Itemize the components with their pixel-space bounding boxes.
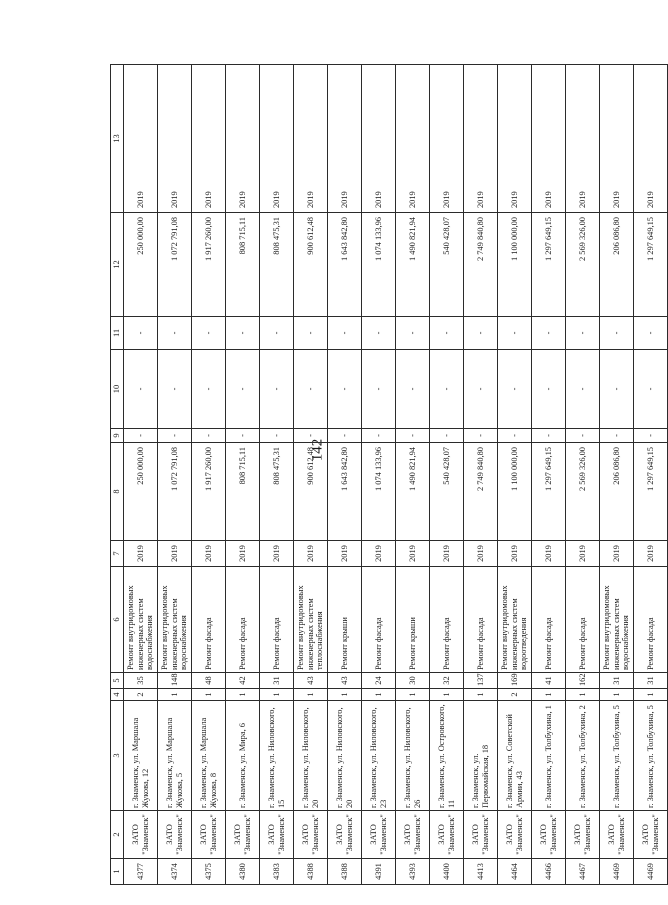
municipality-cell: ЗАТО "Знаменск" bbox=[362, 811, 396, 859]
cost-cell: 2 569 326,00 bbox=[566, 443, 600, 541]
value-cell: - bbox=[532, 317, 566, 350]
address-cell: г. Знаменск, ул. Островского, 11 bbox=[430, 701, 464, 811]
address-cell: г. Знаменск, ул. Ниловского, 26 bbox=[396, 701, 430, 811]
row-id-cell: 4393 bbox=[396, 859, 430, 885]
year-cell: 2019 bbox=[600, 541, 634, 567]
page-number: 142 bbox=[309, 438, 326, 462]
address-cell: г. Знаменск, ул. Первомайская, 18 bbox=[464, 701, 498, 811]
municipality-cell: ЗАТО "Знаменск" bbox=[464, 811, 498, 859]
value-cell: 162 bbox=[566, 673, 600, 689]
end-year-cell: 2019 bbox=[634, 65, 668, 213]
value-cell: - bbox=[260, 317, 294, 350]
table-body bbox=[124, 65, 668, 885]
column-number: 7 bbox=[111, 541, 124, 567]
work-type-cell: Ремонт внутридомовых инженерных систем теплоснабжения bbox=[294, 567, 328, 673]
value-cell: 169 bbox=[498, 673, 532, 689]
value-cell: - bbox=[532, 350, 566, 429]
cost-cell: 808 715,11 bbox=[226, 443, 260, 541]
address-cell: г. Знаменск, ул. Толбухина, 2 bbox=[566, 701, 600, 811]
total-cell: 1 917 260,00 bbox=[192, 213, 226, 317]
cost-cell: 1 917 260,00 bbox=[192, 443, 226, 541]
value-cell: - bbox=[600, 350, 634, 429]
year-cell: 2019 bbox=[634, 541, 668, 567]
cost-cell: 1 490 821,94 bbox=[396, 443, 430, 541]
cost-cell: 1 643 842,80 bbox=[328, 443, 362, 541]
value-cell: - bbox=[124, 317, 158, 350]
end-year-cell: 2019 bbox=[294, 65, 328, 213]
value-cell: 32 bbox=[430, 673, 464, 689]
cost-cell: 808 475,31 bbox=[260, 443, 294, 541]
value-cell: - bbox=[498, 350, 532, 429]
total-cell: 2 569 326,00 bbox=[566, 213, 600, 317]
value-cell: - bbox=[430, 317, 464, 350]
value-cell: 1 bbox=[260, 689, 294, 701]
table-row bbox=[158, 65, 192, 885]
address-cell: г. Знаменск, ул. Толбухина, 5 bbox=[634, 701, 668, 811]
value-cell: - bbox=[328, 429, 362, 443]
value-cell: 35 bbox=[124, 673, 158, 689]
value-cell: - bbox=[294, 429, 328, 443]
row-id-cell: 4388 bbox=[294, 859, 328, 885]
total-cell: 1 297 649,15 bbox=[634, 213, 668, 317]
value-cell: - bbox=[600, 429, 634, 443]
value-cell: - bbox=[464, 317, 498, 350]
value-cell: 1 bbox=[566, 689, 600, 701]
row-id-cell: 4377 bbox=[124, 859, 158, 885]
value-cell: - bbox=[362, 350, 396, 429]
municipality-cell: ЗАТО "Знаменск" bbox=[294, 811, 328, 859]
total-cell: 1 100 000,00 bbox=[498, 213, 532, 317]
total-cell: 900 612,48 bbox=[294, 213, 328, 317]
table-row bbox=[362, 65, 396, 885]
work-type-cell: Ремонт крыши bbox=[396, 567, 430, 673]
value-cell: - bbox=[192, 350, 226, 429]
year-cell: 2019 bbox=[226, 541, 260, 567]
value-cell: 2 bbox=[124, 689, 158, 701]
address-cell: г. Знаменск, ул. Советской Армии, 43 bbox=[498, 701, 532, 811]
value-cell: 1 bbox=[192, 689, 226, 701]
total-cell: 1 643 842,80 bbox=[328, 213, 362, 317]
total-cell: 1 072 791,08 bbox=[158, 213, 192, 317]
column-number: 12 bbox=[111, 213, 124, 317]
year-cell: 2019 bbox=[532, 541, 566, 567]
value-cell: 1 bbox=[600, 689, 634, 701]
value-cell: - bbox=[362, 429, 396, 443]
row-id-cell: 4467 bbox=[566, 859, 600, 885]
total-cell: 540 428,07 bbox=[430, 213, 464, 317]
row-id-cell: 4383 bbox=[260, 859, 294, 885]
value-cell: - bbox=[430, 429, 464, 443]
value-cell: - bbox=[498, 317, 532, 350]
value-cell: 1 bbox=[532, 689, 566, 701]
work-type-cell: Ремонт внутридомовых инженерных систем водоснабжения bbox=[600, 567, 634, 673]
value-cell: - bbox=[158, 317, 192, 350]
work-type-cell: Ремонт внутридомовых инженерных систем водоотведения bbox=[498, 567, 532, 673]
value-cell: - bbox=[124, 429, 158, 443]
value-cell: 48 bbox=[192, 673, 226, 689]
end-year-cell: 2019 bbox=[396, 65, 430, 213]
year-cell: 2019 bbox=[362, 541, 396, 567]
value-cell: - bbox=[226, 317, 260, 350]
municipality-cell: ЗАТО "Знаменск" bbox=[226, 811, 260, 859]
value-cell: - bbox=[158, 429, 192, 443]
end-year-cell: 2019 bbox=[566, 65, 600, 213]
column-number: 1 bbox=[111, 859, 124, 885]
row-id-cell: 4391 bbox=[362, 859, 396, 885]
value-cell: 1 bbox=[226, 689, 260, 701]
row-id-cell: 4466 bbox=[532, 859, 566, 885]
municipality-cell: ЗАТО "Знаменск" bbox=[566, 811, 600, 859]
end-year-cell: 2019 bbox=[430, 65, 464, 213]
value-cell: - bbox=[430, 350, 464, 429]
address-cell: г. Знаменск, ул. Ниловского, 20 bbox=[294, 701, 328, 811]
value-cell: - bbox=[498, 429, 532, 443]
year-cell: 2019 bbox=[566, 541, 600, 567]
work-type-cell: Ремонт фасада bbox=[430, 567, 464, 673]
value-cell: - bbox=[260, 350, 294, 429]
end-year-cell: 2019 bbox=[362, 65, 396, 213]
value-cell: 148 bbox=[158, 673, 192, 689]
value-cell: 1 bbox=[634, 689, 668, 701]
year-cell: 2019 bbox=[294, 541, 328, 567]
value-cell: 41 bbox=[532, 673, 566, 689]
value-cell: 31 bbox=[260, 673, 294, 689]
end-year-cell: 2019 bbox=[192, 65, 226, 213]
end-year-cell: 2019 bbox=[226, 65, 260, 213]
value-cell: 31 bbox=[600, 673, 634, 689]
work-type-cell: Ремонт фасада bbox=[634, 567, 668, 673]
cost-cell: 540 428,07 bbox=[430, 443, 464, 541]
municipality-cell: ЗАТО "Знаменск" bbox=[328, 811, 362, 859]
value-cell: 24 bbox=[362, 673, 396, 689]
table-row bbox=[192, 65, 226, 885]
municipality-cell: ЗАТО "Знаменск" bbox=[498, 811, 532, 859]
municipality-cell: ЗАТО "Знаменск" bbox=[634, 811, 668, 859]
repair-program-table bbox=[110, 64, 668, 885]
municipality-cell: ЗАТО "Знаменск" bbox=[396, 811, 430, 859]
end-year-cell: 2019 bbox=[532, 65, 566, 213]
value-cell: - bbox=[192, 317, 226, 350]
value-cell: 137 bbox=[464, 673, 498, 689]
value-cell: 1 bbox=[464, 689, 498, 701]
table-row bbox=[226, 65, 260, 885]
value-cell: 2 bbox=[498, 689, 532, 701]
value-cell: 30 bbox=[396, 673, 430, 689]
column-number: 4 bbox=[111, 689, 124, 701]
value-cell: - bbox=[464, 429, 498, 443]
end-year-cell: 2019 bbox=[498, 65, 532, 213]
address-cell: г. Знаменск, ул. Маршала Жукова, 5 bbox=[158, 701, 192, 811]
year-cell: 2019 bbox=[192, 541, 226, 567]
table-row bbox=[464, 65, 498, 885]
column-number: 8 bbox=[111, 443, 124, 541]
year-cell: 2019 bbox=[498, 541, 532, 567]
row-id-cell: 4388 bbox=[328, 859, 362, 885]
value-cell: 1 bbox=[294, 689, 328, 701]
value-cell: - bbox=[566, 317, 600, 350]
value-cell: - bbox=[226, 350, 260, 429]
value-cell: - bbox=[634, 429, 668, 443]
column-number: 13 bbox=[111, 65, 124, 213]
value-cell: 1 bbox=[158, 689, 192, 701]
column-number-row bbox=[111, 65, 124, 885]
value-cell: - bbox=[328, 317, 362, 350]
table-row bbox=[498, 65, 532, 885]
end-year-cell: 2019 bbox=[464, 65, 498, 213]
value-cell: - bbox=[634, 317, 668, 350]
table-row bbox=[260, 65, 294, 885]
cost-cell: 1 072 791,08 bbox=[158, 443, 192, 541]
value-cell: 43 bbox=[294, 673, 328, 689]
cost-cell: 2 749 840,80 bbox=[464, 443, 498, 541]
municipality-cell: ЗАТО "Знаменск" bbox=[430, 811, 464, 859]
address-cell: г. Знаменск, ул. Толбухина, 5 bbox=[600, 701, 634, 811]
value-cell: - bbox=[464, 350, 498, 429]
work-type-cell: Ремонт крыши bbox=[328, 567, 362, 673]
row-id-cell: 4469 bbox=[634, 859, 668, 885]
column-number: 3 bbox=[111, 701, 124, 811]
municipality-cell: ЗАТО "Знаменск" bbox=[158, 811, 192, 859]
table-row bbox=[634, 65, 668, 885]
work-type-cell: Ремонт фасада bbox=[566, 567, 600, 673]
value-cell: - bbox=[294, 350, 328, 429]
year-cell: 2019 bbox=[158, 541, 192, 567]
cost-cell: 1 100 000,00 bbox=[498, 443, 532, 541]
year-cell: 2019 bbox=[328, 541, 362, 567]
address-cell: г. Знаменск, ул. Мира, 6 bbox=[226, 701, 260, 811]
value-cell: 43 bbox=[328, 673, 362, 689]
value-cell: 1 bbox=[396, 689, 430, 701]
value-cell: - bbox=[260, 429, 294, 443]
end-year-cell: 2019 bbox=[124, 65, 158, 213]
year-cell: 2019 bbox=[260, 541, 294, 567]
column-number: 10 bbox=[111, 350, 124, 429]
table-row bbox=[430, 65, 464, 885]
cost-cell: 250 000,00 bbox=[124, 443, 158, 541]
value-cell: - bbox=[124, 350, 158, 429]
work-type-cell: Ремонт фасада bbox=[464, 567, 498, 673]
value-cell: - bbox=[158, 350, 192, 429]
municipality-cell: ЗАТО "Знаменск" bbox=[260, 811, 294, 859]
table-row bbox=[396, 65, 430, 885]
table-row bbox=[566, 65, 600, 885]
cost-cell: 1 074 133,96 bbox=[362, 443, 396, 541]
value-cell: 31 bbox=[634, 673, 668, 689]
year-cell: 2019 bbox=[396, 541, 430, 567]
end-year-cell: 2019 bbox=[260, 65, 294, 213]
value-cell: - bbox=[328, 350, 362, 429]
end-year-cell: 2019 bbox=[158, 65, 192, 213]
row-id-cell: 4380 bbox=[226, 859, 260, 885]
value-cell: 1 bbox=[328, 689, 362, 701]
row-id-cell: 4413 bbox=[464, 859, 498, 885]
municipality-cell: ЗАТО "Знаменск" bbox=[600, 811, 634, 859]
value-cell: - bbox=[396, 350, 430, 429]
rotated-table-container bbox=[110, 65, 660, 885]
value-cell: - bbox=[566, 350, 600, 429]
work-type-cell: Ремонт внутридомовых инженерных систем водоснабжения bbox=[124, 567, 158, 673]
total-cell: 808 715,11 bbox=[226, 213, 260, 317]
municipality-cell: ЗАТО "Знаменск" bbox=[532, 811, 566, 859]
cost-cell: 206 086,80 bbox=[600, 443, 634, 541]
year-cell: 2019 bbox=[430, 541, 464, 567]
column-number: 2 bbox=[111, 811, 124, 859]
work-type-cell: Ремонт фасада bbox=[260, 567, 294, 673]
total-cell: 1 297 649,15 bbox=[532, 213, 566, 317]
total-cell: 808 475,31 bbox=[260, 213, 294, 317]
value-cell: 1 bbox=[362, 689, 396, 701]
row-id-cell: 4464 bbox=[498, 859, 532, 885]
work-type-cell: Ремонт фасада bbox=[192, 567, 226, 673]
cost-cell: 1 297 649,15 bbox=[532, 443, 566, 541]
table-row bbox=[328, 65, 362, 885]
value-cell: - bbox=[600, 317, 634, 350]
row-id-cell: 4400 bbox=[430, 859, 464, 885]
column-number: 6 bbox=[111, 567, 124, 673]
address-cell: г. Знаменск, ул. Ниловского, 23 bbox=[362, 701, 396, 811]
total-cell: 206 086,80 bbox=[600, 213, 634, 317]
work-type-cell: Ремонт фасада bbox=[226, 567, 260, 673]
value-cell: 1 bbox=[430, 689, 464, 701]
municipality-cell: ЗАТО "Знаменск" bbox=[124, 811, 158, 859]
total-cell: 1 074 133,96 bbox=[362, 213, 396, 317]
year-cell: 2019 bbox=[464, 541, 498, 567]
row-id-cell: 4469 bbox=[600, 859, 634, 885]
column-number: 9 bbox=[111, 429, 124, 443]
total-cell: 1 490 821,94 bbox=[396, 213, 430, 317]
row-id-cell: 4374 bbox=[158, 859, 192, 885]
address-cell: г. Знаменск, ул. Толбухина, 1 bbox=[532, 701, 566, 811]
municipality-cell: ЗАТО "Знаменск" bbox=[192, 811, 226, 859]
address-cell: г. Знаменск, ул. Маршала Жукова, 8 bbox=[192, 701, 226, 811]
value-cell: - bbox=[362, 317, 396, 350]
value-cell: - bbox=[396, 429, 430, 443]
cost-cell: 900 612,48 bbox=[294, 443, 328, 541]
value-cell: 42 bbox=[226, 673, 260, 689]
value-cell: - bbox=[396, 317, 430, 350]
year-cell: 2019 bbox=[124, 541, 158, 567]
column-number: 5 bbox=[111, 673, 124, 689]
column-number: 11 bbox=[111, 317, 124, 350]
work-type-cell: Ремонт фасада bbox=[532, 567, 566, 673]
work-type-cell: Ремонт внутридомовых инженерных систем водоснабжения bbox=[158, 567, 192, 673]
value-cell: - bbox=[226, 429, 260, 443]
row-id-cell: 4375 bbox=[192, 859, 226, 885]
end-year-cell: 2019 bbox=[600, 65, 634, 213]
address-cell: г. Знаменск, ул. Ниловского, 20 bbox=[328, 701, 362, 811]
table-row bbox=[124, 65, 158, 885]
value-cell: - bbox=[532, 429, 566, 443]
value-cell: - bbox=[294, 317, 328, 350]
table-row bbox=[600, 65, 634, 885]
value-cell: - bbox=[634, 350, 668, 429]
total-cell: 250 000,00 bbox=[124, 213, 158, 317]
end-year-cell: 2019 bbox=[328, 65, 362, 213]
total-cell: 2 749 840,80 bbox=[464, 213, 498, 317]
value-cell: - bbox=[192, 429, 226, 443]
address-cell: г. Знаменск, ул. Маршала Жукова, 12 bbox=[124, 701, 158, 811]
cost-cell: 1 297 649,15 bbox=[634, 443, 668, 541]
table-row bbox=[294, 65, 328, 885]
table-row bbox=[532, 65, 566, 885]
value-cell: - bbox=[566, 429, 600, 443]
address-cell: г. Знаменск, ул. Ниловского, 15 bbox=[260, 701, 294, 811]
work-type-cell: Ремонт фасада bbox=[362, 567, 396, 673]
